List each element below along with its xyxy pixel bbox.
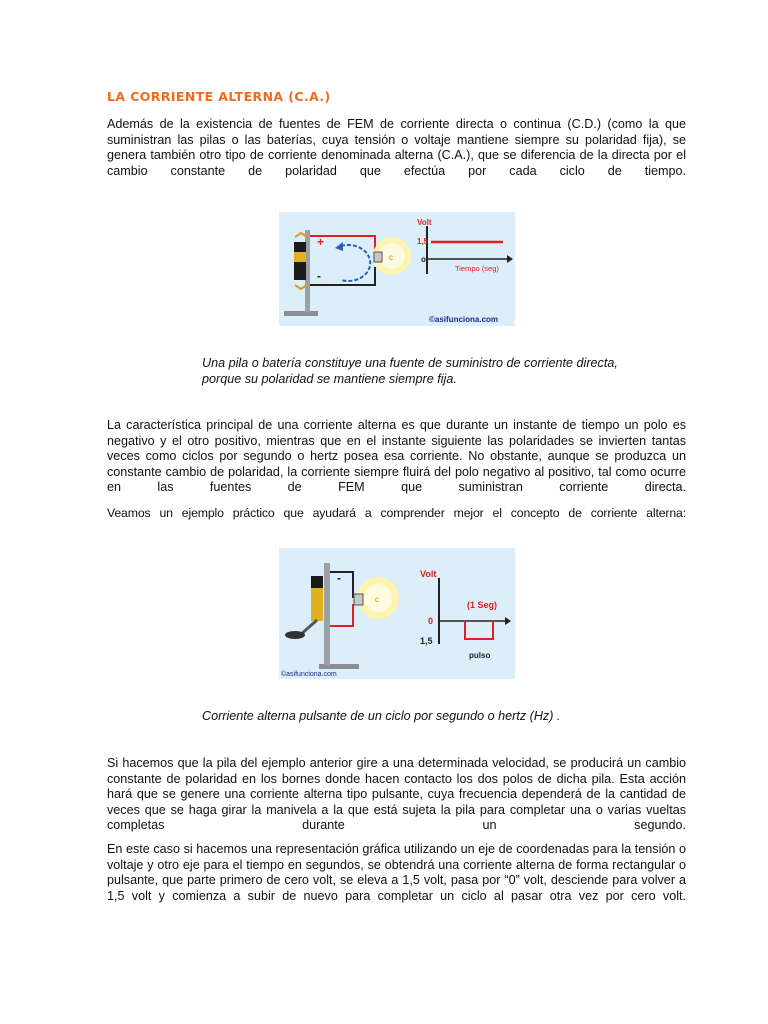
battery-band bbox=[294, 252, 306, 262]
paragraph-graph: En este caso si hacemos una representación gráfica utilizando un eje de coordenadas para la tensión o voltaje y otro eje para el tiempo en segundos, se obtendrá una corriente alterna de forma rectangular o pulsante, que parte primero de cero volt, se eleva a 1,5 volt, pasa por “0” volt, desciende para volver a 1,5 volt y comienza a subir de nuevo para completar un ciclo al pasar otra vez por cero volt. bbox=[107, 842, 686, 903]
paragraph-rotation: Si hacemos que la pila del ejemplo anterior gire a una determinada velocidad, se producirá un cambio constante de polaridad en los bornes donde hacen contacto los dos polos de dicha pila. Esta acción hará que se genere una corriente alterna tipo pulsante, cuya frecuencia dependerá de la cantidad de veces que se haga girar la manivela a la que está sujeta la pila para completar una o varias vueltas completas durante un segundo. bbox=[107, 756, 686, 833]
figure2-caption: Corriente alterna pulsante de un ciclo por segundo o hertz (Hz) . bbox=[202, 709, 561, 723]
value-label: 1,5 bbox=[420, 636, 433, 646]
bulb-mark: c bbox=[389, 253, 393, 262]
value-label: 1,5 bbox=[417, 237, 429, 246]
paragraph-characteristics: La característica principal de una corriente alterna es que durante un instante de tiempo un polo es negativo y el otro positivo, mientras que en el instante siguiente las polaridades se invierten tantas veces como ciclos por segundo o hertz posea esa corriente. No obstante, aunque se produzca un constante cambio de polaridad, la corriente siempre fluirá del polo negativo al positivo, tal como ocurre en las fuentes de FEM que suministran corriente directa. bbox=[107, 418, 686, 495]
figure1-caption: Una pila o batería constituye una fuente de suministro de corriente directa, porque su polaridad se mantiene siempre fija. bbox=[202, 356, 618, 386]
lightbulb-icon bbox=[373, 237, 411, 275]
paragraph-intro: Además de la existencia de fuentes de FEM de corriente directa o continua (C.D.) (como la que suministran las pilas o las baterías, cuya tensión o voltaje mantiene siempre su polaridad fija), se genera también otro tipo de corriente denominada alterna (C.A.), que se diferencia de la directa por el cambio constante de polaridad que efectúa por cada ciclo de tiempo. bbox=[107, 117, 686, 178]
credit-text: ©asifunciona.com bbox=[281, 671, 337, 678]
direct-current-diagram bbox=[279, 212, 515, 326]
seg-label: (1 Seg) bbox=[467, 600, 498, 610]
pulse-label: pulso bbox=[469, 651, 491, 660]
crank-knob bbox=[285, 631, 305, 639]
stand-pole bbox=[324, 563, 330, 665]
paragraph-example: Veamos un ejemplo práctico que ayudará a comprender mejor el concepto de corriente alterna: bbox=[107, 506, 686, 520]
zero-label: 0 bbox=[428, 616, 434, 626]
page-title: LA CORRIENTE ALTERNA (C.A.) bbox=[107, 89, 331, 104]
zero-label: o bbox=[421, 255, 426, 264]
minus-sign: - bbox=[317, 269, 321, 283]
credit-text: ©asifunciona.com bbox=[429, 315, 499, 324]
volt-label: Volt bbox=[417, 218, 432, 227]
plus-sign: + bbox=[317, 235, 325, 249]
bulb-mark: c bbox=[375, 595, 379, 604]
figure-direct-current bbox=[279, 212, 515, 326]
minus-sign: - bbox=[337, 571, 341, 585]
figure-pulsing-current bbox=[279, 548, 515, 679]
volt-label: Volt bbox=[420, 569, 437, 579]
stand-base bbox=[284, 311, 318, 316]
pulsing-current-diagram bbox=[279, 548, 515, 679]
time-label: Tiempo (seg) bbox=[455, 264, 499, 273]
